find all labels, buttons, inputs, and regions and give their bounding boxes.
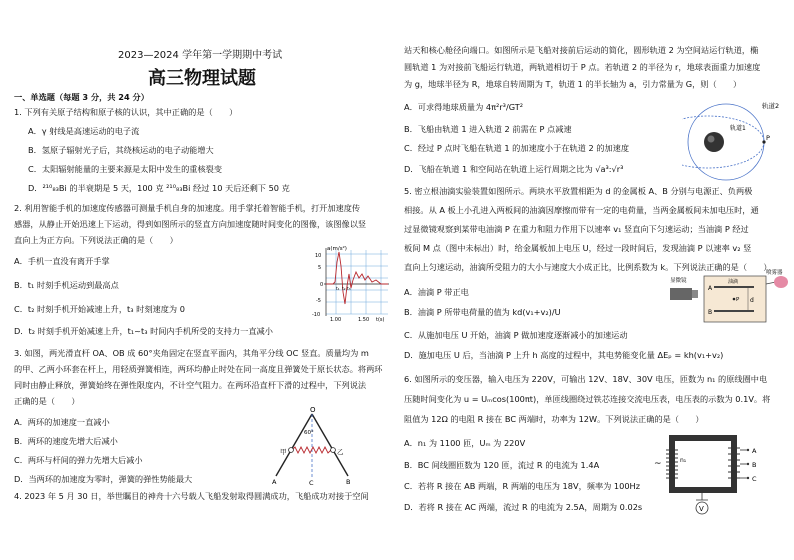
label-A: A	[708, 285, 713, 292]
label-P: P	[736, 297, 740, 303]
label-d: d	[750, 297, 754, 304]
microscope-body	[670, 288, 692, 300]
label-sprayer: 喷雾器	[766, 270, 783, 276]
graph-ylabel: a(m/s²)	[327, 246, 347, 252]
q6-line-2: 压随时间变化为 u = Uₘcos(100πt)，单匝线圈绕过铁芯连接交流电压表，电压表的示数为 0.1V。将	[404, 394, 771, 404]
q5-option-a: A．油滴 P 带正电	[404, 287, 469, 297]
q6-transformer-figure	[652, 432, 762, 516]
rod-OB	[312, 414, 348, 476]
microscope-lens	[692, 290, 698, 298]
plate-A	[714, 286, 754, 288]
xtick-1: 1.00	[330, 317, 342, 322]
voltmeter-label: V	[699, 505, 704, 513]
q2-option-c: C．t₂ 时刻手机开始减速上升，t₃ 时刻速度为 0	[14, 304, 185, 314]
q4-line-2: 站天和核心舱径向端口。如图所示是飞船对接前后运动的简化，圆形轨道 2 为空间站运行轨道，椭	[404, 45, 759, 55]
ytick-neg5: -5	[316, 298, 321, 304]
ring-jia	[289, 448, 294, 453]
rod-OA	[276, 414, 312, 476]
q4-line-1: 4. 2023 年 5 月 30 日，举世瞩目的神舟十六号载人飞船发射取得圆满成功，飞船成功对接于空间	[14, 491, 369, 501]
q2-acceleration-graph	[306, 244, 390, 322]
q1-option-d: D．²¹⁰₈₃Bi 的半衰期是 5 天，100 克 ²¹⁰₈₃Bi 经过 10 天后还剩下 50 克	[28, 183, 290, 193]
t1-mark: t₁	[336, 287, 340, 292]
angle-label: 60°	[304, 430, 314, 436]
iron-core	[672, 438, 734, 490]
q3-option-b: B．两环的速度先增大后减小	[14, 436, 118, 446]
q3-line-2: 的甲、乙两小环套在杆上，用轻质弹簧相连，两环均静止时处在同一高度且弹簧处于原长状态。将两环	[14, 364, 383, 374]
label-oil: 油滴	[728, 279, 739, 285]
q6-option-a: A．n₁ 为 1100 匝，Uₘ 为 220V	[404, 438, 526, 448]
ytick-neg10: -10	[312, 312, 321, 318]
q4-orbits-figure	[682, 96, 790, 184]
q1-option-a: A．γ 射线是高速运动的电子流	[28, 126, 140, 136]
plate-B	[714, 310, 754, 312]
ring-yi	[331, 448, 336, 453]
label-jia: 甲	[280, 448, 287, 456]
q1-option-b: B．氢原子辐射光子后，其绕核运动的电子动能增大	[28, 145, 214, 155]
q3-option-a: A．两环的加速度一直减小	[14, 417, 110, 427]
q5-option-c: C．从施加电压 U 开始，油滴 P 做加速度逐渐减小的加速运动	[404, 330, 628, 340]
label-P: P	[766, 134, 770, 142]
q4-line-4: 为 g，地球半径为 R，地球自转周期为 T，轨道 1 的半长轴为 a，引力常量为 G，则（ ）	[404, 79, 742, 89]
label-n1: n₁	[680, 457, 687, 464]
terminal-A: A	[752, 447, 757, 455]
q5-line-4: 板间 M 点（图中未标出）时，给金属板加上电压 U，经过一段时间后，发现油滴 P 以速率 v₂ 竖	[404, 243, 752, 253]
q2-option-b: B．t₁ 时刻手机运动到最高点	[14, 280, 119, 290]
q3-option-d: D．当两环的加速度为零时，弹簧的弹性势能最大	[14, 474, 193, 484]
q3-rods-figure	[262, 404, 362, 486]
earth-highlight	[708, 136, 715, 143]
ytick-5: 5	[318, 265, 322, 271]
q6-line-1: 6. 如图所示的变压器，输入电压为 220V，可输出 12V、18V、30V 电压，匝数为 n₁ 的原线圈中电	[404, 374, 768, 384]
section-heading: 一、单选题（每题 3 分，共 24 分）	[14, 92, 149, 102]
t3-mark: t₃	[347, 287, 351, 292]
label-B: B	[346, 478, 351, 486]
q6-option-d: D．若将 R 接在 AC 两端，流过 R 的电流为 2.5A，周期为 0.02s	[404, 502, 643, 512]
orbit-2	[688, 104, 764, 180]
q2-line-2: 感器，从静止开始迅速上下运动，得到如图所示的竖直方向加速度随时间变化的图像，该图像以竖	[14, 219, 367, 229]
q6-option-c: C．若将 R 接在 AB 两端，R 两端的电压为 18V，频率为 100Hz	[404, 481, 641, 491]
q5-millikan-figure	[668, 268, 790, 330]
q2-option-d: D．t₂ 时刻手机开始减速上升，t₁~t₃ 时间内手机所受的支持力一直减小	[14, 326, 273, 336]
q3-option-c: C．两环与杆间的弹力先增大后减小	[14, 455, 143, 465]
label-A: A	[272, 478, 277, 486]
q1-stem: 1. 下列有关原子结构和原子核的认识，其中正确的是（ ）	[14, 107, 238, 117]
earth	[704, 132, 724, 152]
paper-title: 高三物理试题	[148, 68, 256, 89]
q4-option-a: A．可求得地球质量为 4π²r³/GT²	[404, 102, 524, 112]
q6-option-b: B．BC 间线圈匝数为 120 匝，流过 R 的电流为 1.4A	[404, 460, 600, 470]
sprayer-bulb	[774, 276, 788, 288]
q5-line-2: 相接。从 A 板上小孔进入两板间的油滴因摩擦而带有一定的电荷量，当两金属板间未加电压时，通	[404, 205, 759, 215]
exam-line: 2023—2024 学年第一学期期中考试	[118, 50, 283, 61]
terminal-C: C	[752, 475, 757, 483]
q3-line-1: 3. 如图，两光滑直杆 OA、OB 成 60°夹角固定在竖直平面内，其角平分线 OC 竖直。质量均为 m	[14, 348, 369, 358]
xtick-2: 1.50	[358, 317, 370, 322]
ac-source-symbol: ~	[654, 459, 662, 469]
q2-option-a: A．手机一直没有离开手掌	[14, 256, 110, 266]
left-column	[0, 0, 392, 560]
q5-line-5: 直向上匀速运动，油滴所受阻力的大小与速度大小成正比，比例系数为 k。下列说法正确的是（ ）	[404, 262, 772, 272]
label-O: O	[310, 406, 316, 414]
q5-line-1: 5. 密立根油滴实验装置如图所示。两块水平放置相距为 d 的金属板 A、B 分别与电源正、负两极	[404, 186, 753, 196]
q5-option-b: B．油滴 P 所带电荷量的值为 kd(v₁+v₂)/U	[404, 307, 561, 317]
t2-mark: t₂	[342, 287, 346, 292]
q4-option-b: B．飞船由轨道 1 进入轨道 2 前需在 P 点减速	[404, 124, 572, 134]
q6-line-3: 阻值为 12Ω 的电阻 R 接在 BC 两端时，功率为 12W。下列说法正确的是（ ）	[404, 414, 704, 424]
q3-line-4: 正确的是（ ）	[14, 396, 80, 406]
q5-line-3: 过显微镜观察到某带电油滴 P 在重力和阻力作用下以速率 v₁ 竖直向下匀速运动；当油滴 P 经过	[404, 224, 749, 234]
label-orbit2: 轨道2	[762, 102, 780, 110]
q5-option-d: D．施加电压 U 后，当油滴 P 上升 h 高度的过程中，其电势能变化量 ΔEₚ = kh(v₁+v₂)	[404, 350, 724, 360]
ytick-10: 10	[315, 253, 322, 259]
q4-option-c: C．经过 P 点时飞船在轨道 1 的加速度小于在轨道 2 的加速度	[404, 143, 630, 153]
spring	[292, 447, 331, 453]
label-microscope: 显微镜	[670, 278, 687, 284]
q4-line-3: 圆轨道 1 为对接前飞船运行轨道，两轨道相切于 P 点。若轨道 2 的半径为 r，地球表面重力加速度	[404, 62, 761, 72]
terminal-B: B	[752, 461, 757, 469]
q2-line-1: 2. 利用智能手机的加速度传感器可测量手机自身的加速度。用手掌托着智能手机，打开加速度传	[14, 203, 361, 213]
label-C: C	[309, 479, 314, 486]
label-orbit1: 轨道1	[730, 125, 746, 132]
q3-line-3: 同时由静止释放，弹簧始终在弹性限度内，不计空气阻力。在两环沿直杆下滑的过程中，下列说法	[14, 380, 367, 390]
label-yi: 乙	[337, 448, 344, 456]
q2-line-3: 直向上为正方向。下列说法正确的是（ ）	[14, 235, 178, 245]
oil-drop-P	[733, 298, 736, 301]
right-column	[400, 0, 792, 560]
q4-option-d: D．飞船在轨道 1 和空间站在轨道上运行周期之比为 √a³:√r³	[404, 164, 624, 174]
label-B: B	[708, 309, 713, 316]
xunit: t(s)	[376, 317, 385, 322]
q1-option-c: C．太阳辐射能量的主要来源是太阳中发生的重核裂变	[28, 164, 223, 174]
ytick-0: 0	[320, 282, 324, 288]
